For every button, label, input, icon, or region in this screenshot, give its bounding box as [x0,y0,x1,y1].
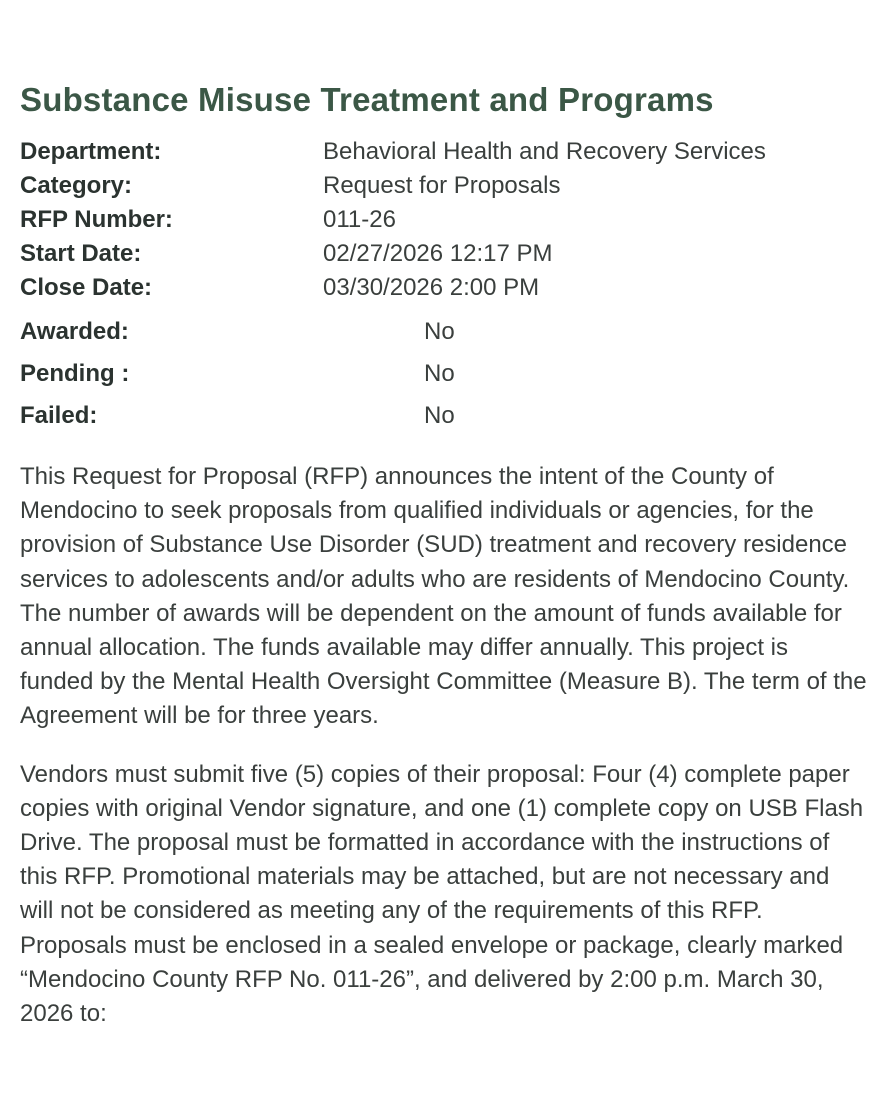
detail-label: Close Date: [20,274,153,301]
page-title: Substance Misuse Treatment and Programs [20,81,714,118]
detail-label: Department: [20,138,162,165]
detail-label: Start Date: [20,240,142,267]
detail-row-department [20,135,868,169]
submission-paragraph: Vendors must submit five (5) copies of their proposal: Four (4) complete paper copies with original Vendor signature, and one (1) complete copy on USB Flash Drive. The proposal must be formatted in accordance with the instructions of this RFP. Promotional materials may be attached, but are not necessary and will not be considered as meeting any of the requirements of this RFP. Proposals must be enclosed in a sealed envelope or package, clearly marked “Mendocino County RFP No. 011-26”, and delivered by 2:00 p.m. March 30, 2026 to: [20,760,864,1028]
detail-value: Request for Proposals [323,172,561,199]
detail-row-start-date [20,237,868,271]
rfp-status-list [20,311,868,437]
status-value: No [424,402,455,429]
detail-value: 02/27/2026 12:17 PM [323,240,553,267]
detail-value: 011-26 [323,206,396,233]
status-row-failed [20,395,868,437]
status-label: Pending : [20,360,130,387]
detail-value: 03/30/2026 2:00 PM [323,274,540,301]
detail-label: RFP Number: [20,206,173,233]
detail-label: Category: [20,172,133,199]
status-row-pending [20,353,868,395]
description-paragraph: This Request for Proposal (RFP) announces the intent of the County of Mendocino to seek proposals from qualified individuals or agencies, for the provision of Substance Use Disorder (SUD) treatment and recovery residence services to adolescents and/or adults who are residents of Mendocino County. The number of awards will be dependent on the amount of funds available for annual allocation. The funds available may differ annually. This project is funded by the Mental Health Oversight Committee (Measure B). The term of the Agreement will be for three years. [20,463,867,730]
status-value: No [424,318,455,345]
detail-row-close-date [20,271,868,305]
status-label: Awarded: [20,318,129,345]
detail-row-rfp-number [20,203,868,237]
status-row-awarded [20,311,868,353]
status-label: Failed: [20,402,98,429]
rfp-detail-page [20,78,868,1031]
status-value: No [424,360,455,387]
detail-row-category [20,169,868,203]
detail-value: Behavioral Health and Recovery Services [323,138,766,165]
rfp-details-list [20,135,868,305]
